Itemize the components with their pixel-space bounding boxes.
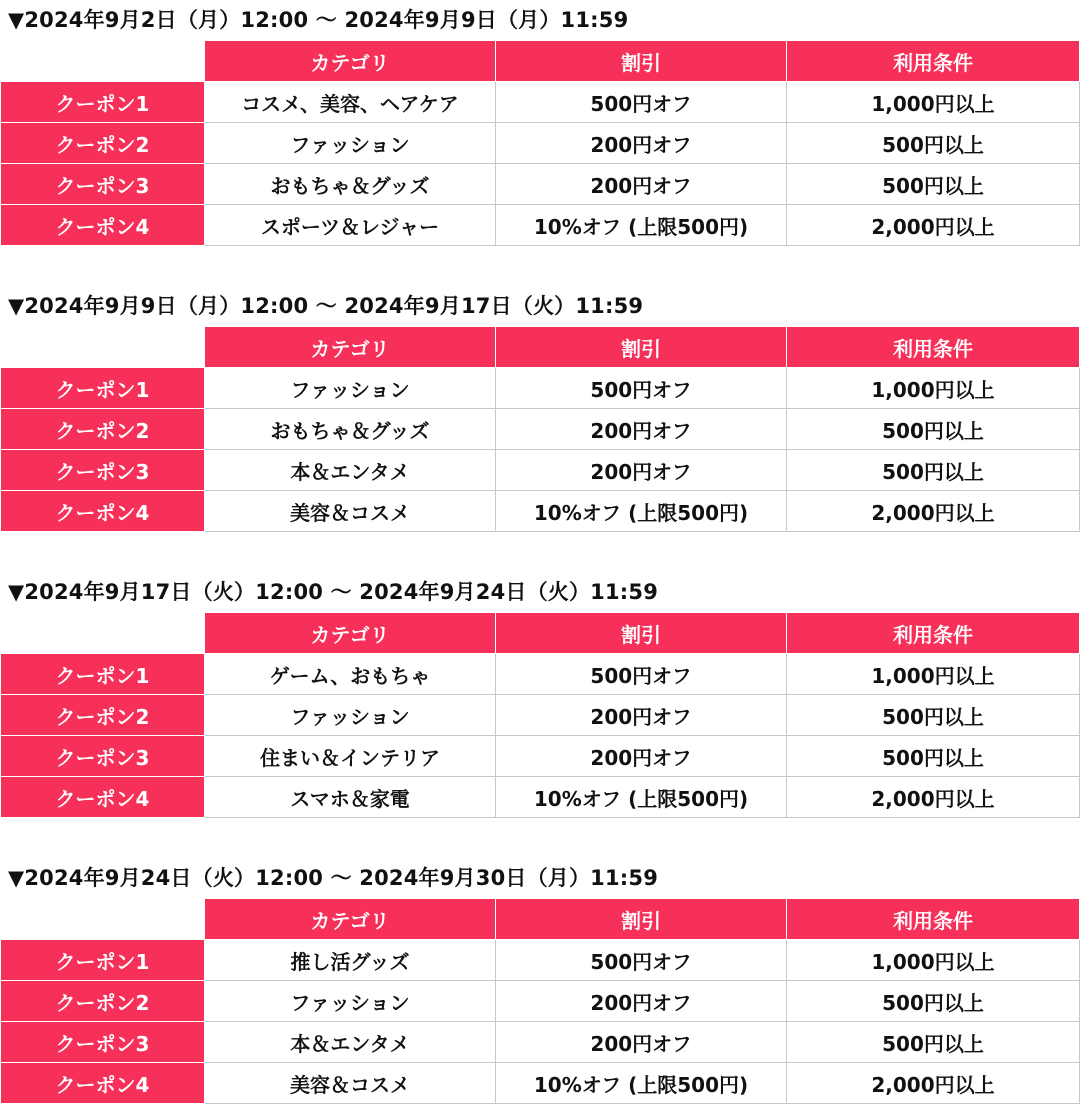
category-cell: 本＆エンタメ [205, 450, 496, 491]
table-row [1, 491, 1080, 532]
discount-cell: 200円オフ [496, 695, 787, 736]
header-discount: 割引 [496, 327, 787, 368]
coupon-table [0, 40, 1080, 246]
category-cell: 推し活グッズ [205, 940, 496, 981]
coupon-label: クーポン3 [1, 1022, 205, 1063]
coupon-table [0, 612, 1080, 818]
table-row [1, 777, 1080, 818]
header-discount: 割引 [496, 41, 787, 82]
discount-cell: 200円オフ [496, 409, 787, 450]
coupon-label: クーポン2 [1, 123, 205, 164]
condition-cell: 2,000円以上 [787, 491, 1080, 532]
coupon-label: クーポン1 [1, 940, 205, 981]
condition-cell: 2,000円以上 [787, 1063, 1080, 1104]
condition-cell: 500円以上 [787, 736, 1080, 777]
coupon-label: クーポン2 [1, 695, 205, 736]
category-cell: スマホ＆家電 [205, 777, 496, 818]
discount-cell: 500円オフ [496, 654, 787, 695]
coupon-label: クーポン4 [1, 491, 205, 532]
header-discount: 割引 [496, 899, 787, 940]
coupon-label: クーポン3 [1, 164, 205, 205]
condition-cell: 1,000円以上 [787, 368, 1080, 409]
coupon-label: クーポン4 [1, 1063, 205, 1104]
table-row [1, 123, 1080, 164]
discount-cell: 10%オフ (上限500円) [496, 205, 787, 246]
header-condition: 利用条件 [787, 899, 1080, 940]
condition-cell: 1,000円以上 [787, 654, 1080, 695]
coupon-table [0, 898, 1080, 1104]
table-row [1, 654, 1080, 695]
category-cell: ファッション [205, 981, 496, 1022]
table-row [1, 1022, 1080, 1063]
header-category: カテゴリ [205, 613, 496, 654]
table-row [1, 205, 1080, 246]
coupon-label: クーポン3 [1, 450, 205, 491]
category-cell: 美容＆コスメ [205, 1063, 496, 1104]
category-cell: コスメ、美容、ヘアケア [205, 82, 496, 123]
header-blank-cell [1, 41, 205, 82]
condition-cell: 500円以上 [787, 450, 1080, 491]
condition-cell: 500円以上 [787, 1022, 1080, 1063]
table-header-row [1, 41, 1080, 82]
table-row [1, 940, 1080, 981]
condition-cell: 1,000円以上 [787, 940, 1080, 981]
discount-cell: 500円オフ [496, 940, 787, 981]
discount-cell: 500円オフ [496, 82, 787, 123]
category-cell: おもちゃ＆グッズ [205, 409, 496, 450]
table-row [1, 695, 1080, 736]
period-title: ▼2024年9月24日（火）12:00 〜 2024年9月30日（月）11:59 [8, 866, 659, 890]
table-row [1, 82, 1080, 123]
category-cell: ファッション [205, 368, 496, 409]
condition-cell: 500円以上 [787, 981, 1080, 1022]
coupon-label: クーポン3 [1, 736, 205, 777]
table-row [1, 409, 1080, 450]
coupon-label: クーポン2 [1, 981, 205, 1022]
table-row [1, 164, 1080, 205]
condition-cell: 2,000円以上 [787, 205, 1080, 246]
discount-cell: 200円オフ [496, 981, 787, 1022]
coupon-label: クーポン1 [1, 368, 205, 409]
coupon-table [0, 326, 1080, 532]
discount-cell: 200円オフ [496, 450, 787, 491]
table-header-row [1, 613, 1080, 654]
discount-cell: 500円オフ [496, 368, 787, 409]
discount-cell: 10%オフ (上限500円) [496, 491, 787, 532]
period-title: ▼2024年9月2日（月）12:00 〜 2024年9月9日（月）11:59 [8, 8, 629, 32]
header-condition: 利用条件 [787, 613, 1080, 654]
coupon-label: クーポン1 [1, 82, 205, 123]
coupon-label: クーポン1 [1, 654, 205, 695]
table-row [1, 981, 1080, 1022]
period-title: ▼2024年9月17日（火）12:00 〜 2024年9月24日（火）11:59 [8, 580, 659, 604]
category-cell: 美容＆コスメ [205, 491, 496, 532]
header-discount: 割引 [496, 613, 787, 654]
table-header-row [1, 899, 1080, 940]
discount-cell: 200円オフ [496, 736, 787, 777]
category-cell: 本＆エンタメ [205, 1022, 496, 1063]
header-condition: 利用条件 [787, 327, 1080, 368]
condition-cell: 2,000円以上 [787, 777, 1080, 818]
category-cell: おもちゃ＆グッズ [205, 164, 496, 205]
discount-cell: 200円オフ [496, 164, 787, 205]
condition-cell: 500円以上 [787, 409, 1080, 450]
table-row [1, 450, 1080, 491]
discount-cell: 200円オフ [496, 123, 787, 164]
header-condition: 利用条件 [787, 41, 1080, 82]
header-blank-cell [1, 899, 205, 940]
condition-cell: 500円以上 [787, 164, 1080, 205]
category-cell: ファッション [205, 695, 496, 736]
table-header-row [1, 327, 1080, 368]
period-title: ▼2024年9月9日（月）12:00 〜 2024年9月17日（火）11:59 [8, 294, 644, 318]
header-category: カテゴリ [205, 327, 496, 368]
category-cell: ファッション [205, 123, 496, 164]
header-category: カテゴリ [205, 899, 496, 940]
discount-cell: 10%オフ (上限500円) [496, 777, 787, 818]
condition-cell: 1,000円以上 [787, 82, 1080, 123]
category-cell: ゲーム、おもちゃ [205, 654, 496, 695]
header-category: カテゴリ [205, 41, 496, 82]
condition-cell: 500円以上 [787, 123, 1080, 164]
coupon-label: クーポン2 [1, 409, 205, 450]
coupon-label: クーポン4 [1, 205, 205, 246]
category-cell: 住まい＆インテリア [205, 736, 496, 777]
header-blank-cell [1, 327, 205, 368]
discount-cell: 200円オフ [496, 1022, 787, 1063]
condition-cell: 500円以上 [787, 695, 1080, 736]
table-row [1, 368, 1080, 409]
header-blank-cell [1, 613, 205, 654]
table-row [1, 736, 1080, 777]
category-cell: スポーツ＆レジャー [205, 205, 496, 246]
table-row [1, 1063, 1080, 1104]
discount-cell: 10%オフ (上限500円) [496, 1063, 787, 1104]
coupon-label: クーポン4 [1, 777, 205, 818]
